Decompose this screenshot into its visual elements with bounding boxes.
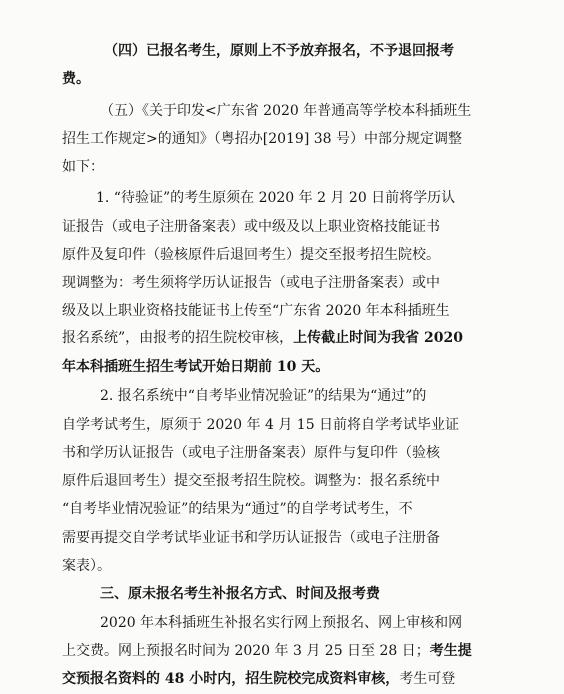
line-segment: 原件后退回考生）提交至报考招生院校。调整为：报名系统中 — [62, 473, 440, 489]
text-line — [62, 212, 440, 242]
text-line — [62, 494, 413, 524]
text-line — [62, 551, 111, 581]
text-line — [62, 268, 440, 298]
text-line — [62, 410, 459, 440]
line-segment: 2. 报名系统中“自考毕业情况验证”的结果为“通过”的 — [100, 388, 427, 404]
text-line — [100, 381, 426, 411]
line-segment: 案表）。 — [62, 558, 111, 574]
text-line — [96, 183, 455, 213]
line-segment: 自学考试考生，原须于 2020 年 4 月 15 日前将自学考试毕业证 — [62, 417, 460, 433]
line-segment: （五）《关于印发<广东省 2020 年普通高等学校本科插班生 — [100, 103, 472, 119]
text-line — [100, 96, 471, 126]
line-segment: 费。 — [62, 71, 90, 87]
text-line — [62, 438, 440, 468]
line-segment: （四）已报名考生，原则上不予放弃报名，不予退回报考 — [104, 43, 454, 59]
line-segment: 三、原未报名考生补报名方式、时间及报考费 — [100, 586, 380, 602]
line-segment: 交预报名资料的 48 小时内，招生院校完成资料审核， — [62, 671, 400, 687]
line-segment: 级及以上职业资格技能证书上传至“广东省 2020 年本科插班生 — [62, 303, 450, 319]
text-line — [62, 636, 472, 666]
line-segment: 报名系统”，由报考的招生院校审核， — [62, 330, 294, 346]
line-segment: 上交费。网上预报名时间为 2020 年 3 月 25 日至 28 日； — [62, 643, 430, 659]
line-segment: 证报告（或电子注册备案表）或中级及以上职业资格技能证书 — [62, 219, 440, 235]
text-line — [62, 523, 440, 553]
text-line — [100, 608, 462, 638]
text-line — [104, 36, 454, 66]
line-segment: 2020 年本科插班生补报名实行网上预报名、网上审核和网 — [100, 615, 463, 631]
section-heading — [100, 579, 380, 609]
line-segment: 现调整为：考生须将学历认证报告（或电子注册备案表）或中 — [62, 275, 440, 291]
line-segment: 考生可登 — [399, 671, 456, 687]
line-segment: 1. “待验证”的考生原须在 2020 年 2 月 20 日前将学历认 — [96, 190, 456, 206]
line-segment: 招生工作规定>的通知》（粤招办[2019] 38 号）中部分规定调整 — [62, 131, 462, 147]
text-line — [62, 323, 463, 353]
text-line — [62, 124, 462, 154]
text-line — [62, 466, 440, 496]
line-segment: 上传截止时间为我省 2020 — [293, 330, 463, 346]
line-segment: 书和学历认证报告（或电子注册备案表）原件与复印件（验核 — [62, 445, 440, 461]
text-line — [62, 664, 455, 694]
text-line — [62, 352, 329, 382]
line-segment: 如下： — [62, 159, 104, 175]
line-segment: “自考毕业情况验证”的结果为“通过”的自学考试考生，不 — [62, 501, 413, 517]
line-segment: 需要再提交自学考试毕业证书和学历认证报告（或电子注册备 — [62, 530, 440, 546]
text-line — [62, 64, 90, 94]
text-line — [62, 152, 104, 182]
text-line — [62, 296, 450, 326]
text-line — [62, 240, 440, 270]
line-segment: 考生提 — [429, 643, 472, 659]
line-segment: 原件及复印件（验核原件后退回考生）提交至报考招生院校。 — [62, 247, 440, 263]
line-segment: 年本科插班生招生考试开始日期前 10 天。 — [62, 359, 330, 375]
